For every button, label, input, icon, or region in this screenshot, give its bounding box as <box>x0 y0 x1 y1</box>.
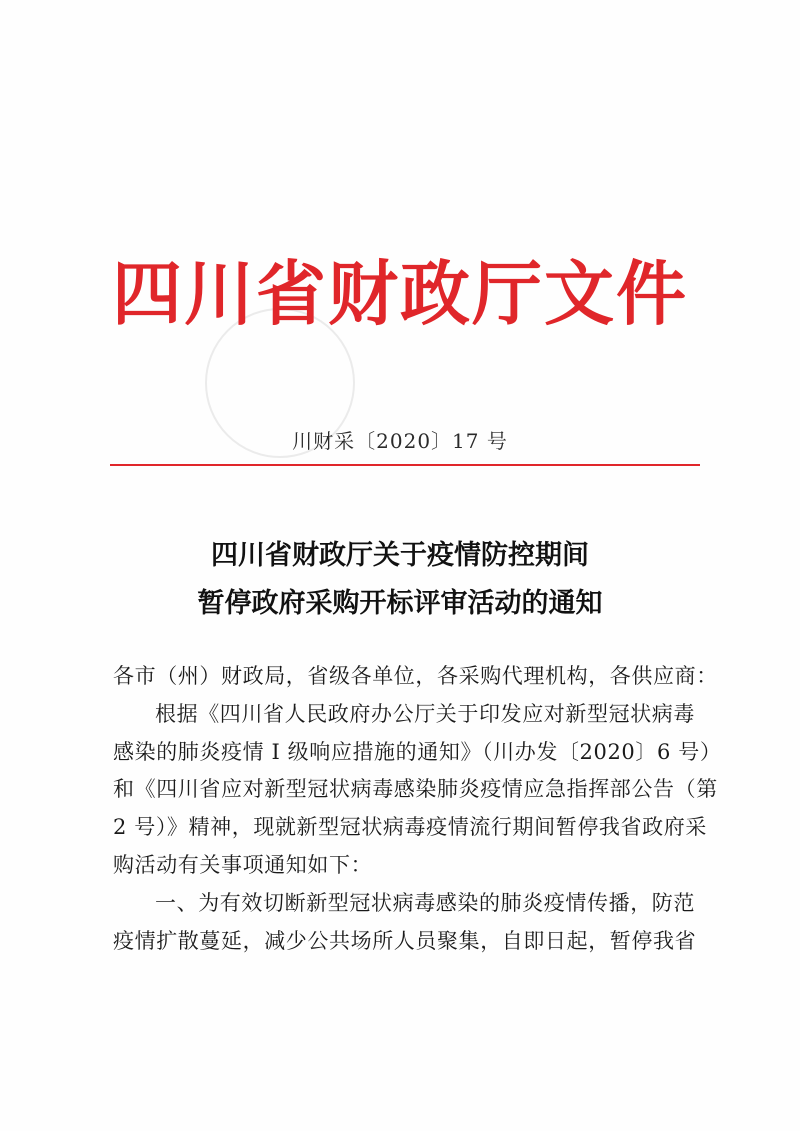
red-divider-line <box>110 464 700 466</box>
body-line: 2 号）》精神，现就新型冠状病毒疫情流行期间暂停我省政府采 <box>113 815 707 840</box>
body-line: 疫情扩散蔓延，减少公共场所人员聚集，自即日起，暂停我省 <box>113 928 697 953</box>
notice-title <box>100 532 700 628</box>
notice-title-line-1: 四川省财政厅关于疫情防控期间 <box>211 540 589 571</box>
body-line: 根据《四川省人民政府办公厅关于印发应对新型冠状病毒 <box>155 701 695 726</box>
notice-body <box>113 658 722 960</box>
issuer-header: 四川省财政厅文件 <box>112 253 688 335</box>
body-line: 一、为有效切断新型冠状病毒感染的肺炎疫情传播，防范 <box>155 890 695 915</box>
body-line: 感染的肺炎疫情 I 级响应措施的通知》（川办发〔2020〕6 号） <box>113 739 722 764</box>
salutation-line: 各市（州）财政局，省级各单位，各采购代理机构，各供应商： <box>113 664 718 688</box>
body-line: 购活动有关事项通知如下： <box>113 852 373 877</box>
body-line: 和《四川省应对新型冠状病毒感染肺炎疫情应急指挥部公告（第 <box>113 777 718 802</box>
notice-title-line-2: 暂停政府采购开标评审活动的通知 <box>197 588 603 619</box>
document-number: 川财采〔2020〕17 号 <box>292 429 508 453</box>
